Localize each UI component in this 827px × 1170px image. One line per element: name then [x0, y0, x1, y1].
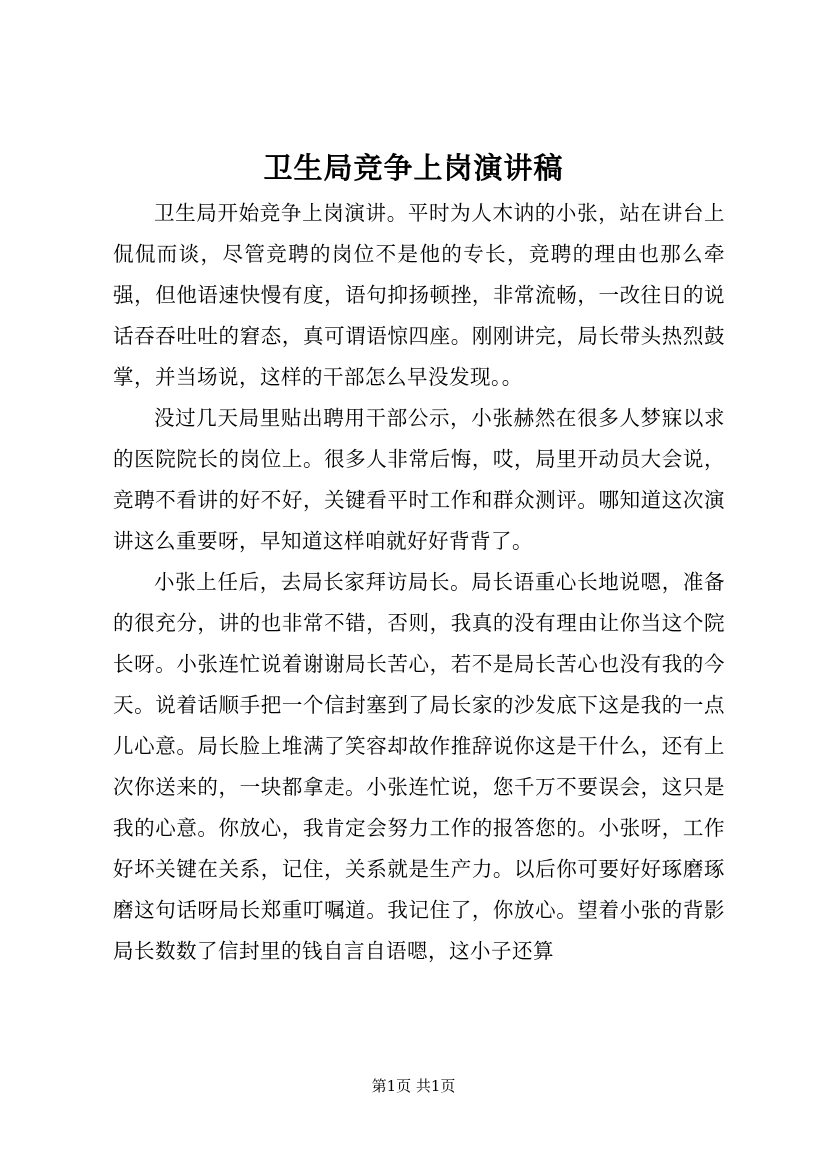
- document-title: 卫生局竞争上岗演讲稿: [263, 151, 564, 185]
- document-body: [113, 193, 725, 972]
- page-footer: 第1页 共1页: [371, 1077, 456, 1095]
- paragraph: 卫生局开始竞争上岗演讲。平时为人木讷的小张，站在讲台上侃侃而谈，尽管竞聘的岗位不是他的专长，竞聘的理由也那么牵强，但他语速快慢有度，语句抑扬顿挫，非常流畅，一改往日的说话吞吞吐吐的窘态，真可谓语惊四座。刚刚讲完，局长带头热烈鼓掌，并当场说，这样的干部怎么早没发现。。: [113, 201, 725, 389]
- paragraph: 小张上任后，去局长家拜访局长。局长语重心长地说嗯，准备的很充分，讲的也非常不错，否则，我真的没有理由让你当这个院长呀。小张连忙说着谢谢局长苦心，若不是局长苦心也没有我的今天。说着话顺手把一个信封塞到了局长家的沙发底下这是我的一点儿心意。局长脸上堆满了笑容却故作推辞说你这是干什么，还有上次你送来的，一块都拿走。小张连忙说，您千万不要误会，这只是我的心意。你放心，我肯定会努力工作的报答您的。小张呀，工作好坏关键在关系，记住，关系就是生产力。以后你可要好好琢磨琢磨这句话呀局长郑重叮嘱道。我记住了，你放心。望着小张的背影局长数数了信封里的钱自言自语嗯，这小子还算: [113, 570, 725, 963]
- paragraph: 没过几天局里贴出聘用干部公示，小张赫然在很多人梦寐以求的医院院长的岗位上。很多人非常后悔，哎，局里开动员大会说，竞聘不看讲的好不好，关键看平时工作和群众测评。哪知道这次演讲这么重要呀，早知道这样咱就好好背背了。: [113, 406, 725, 553]
